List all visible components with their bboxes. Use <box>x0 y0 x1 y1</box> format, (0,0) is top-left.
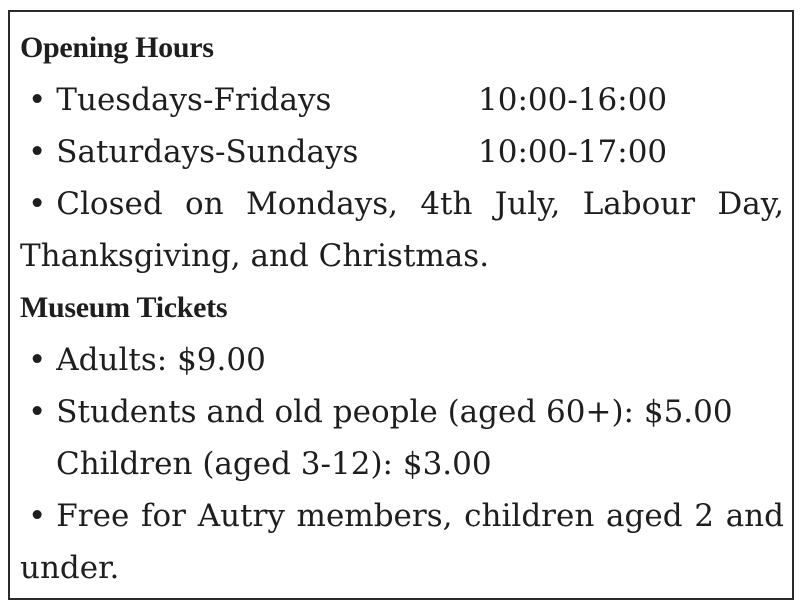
opening-hours-heading: Opening Hours <box>20 31 214 64</box>
closed-days-text: Closed on Mondays, 4th July, Labour Day, <box>56 186 784 222</box>
days-label: Tuesdays-Fridays <box>56 82 332 118</box>
days-label: Saturdays-Sundays <box>56 134 359 170</box>
free-admission-text: Free for Autry members, children aged 2 and <box>56 498 784 534</box>
free-admission-line <box>28 498 784 534</box>
info-notice-box <box>8 10 794 600</box>
ticket-adults <box>28 342 266 378</box>
bullet-icon: • <box>28 82 47 118</box>
closed-days-line <box>28 186 784 222</box>
ticket-students-old-people <box>28 394 733 430</box>
bullet-icon: • <box>28 498 47 534</box>
ticket-students-text: Students and old people (aged 60+): $5.00 <box>56 394 733 430</box>
ticket-children: Children (aged 3-12): $3.00 <box>56 446 492 482</box>
hours-time: 10:00-17:00 <box>478 134 668 170</box>
hours-row-saturdays-sundays <box>28 134 788 170</box>
bullet-icon: • <box>28 186 47 222</box>
bullet-icon: • <box>28 134 47 170</box>
closed-days-continued: Thanksgiving, and Christmas. <box>20 238 490 274</box>
free-admission-continued: under. <box>20 550 120 586</box>
bullet-icon: • <box>28 394 47 430</box>
ticket-adults-text: Adults: $9.00 <box>56 342 266 378</box>
museum-tickets-heading: Museum Tickets <box>20 291 228 324</box>
hours-time: 10:00-16:00 <box>478 82 668 118</box>
hours-row-tuesdays-fridays <box>28 82 788 118</box>
bullet-icon: • <box>28 342 47 378</box>
